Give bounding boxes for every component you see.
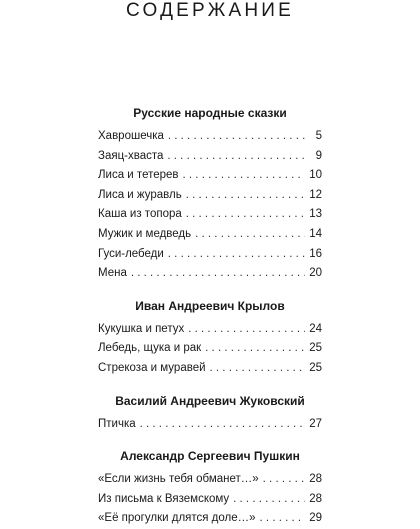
entry-title: Кукушка и петух xyxy=(98,322,185,335)
dot-leader xyxy=(263,470,305,490)
entry-page-number: 14 xyxy=(309,227,322,240)
entry-page-number: 25 xyxy=(309,342,322,355)
toc-entry xyxy=(98,359,322,379)
toc-section-russian-folk-tales xyxy=(98,105,322,298)
entry-page-number: 29 xyxy=(309,512,322,525)
toc-entry xyxy=(98,490,322,510)
entry-title: Мена xyxy=(98,267,127,280)
dot-leader xyxy=(167,147,305,167)
dot-leader xyxy=(140,415,305,435)
page-title: СОДЕРЖАНИЕ xyxy=(126,0,294,21)
entry-page-number: 27 xyxy=(309,417,322,430)
section-title: Василий Андреевич Жуковский xyxy=(115,393,305,408)
entry-title: Птичка xyxy=(98,417,136,430)
entry-page-number: 20 xyxy=(309,267,322,280)
dot-leader xyxy=(131,264,305,284)
toc-entry xyxy=(98,166,322,186)
entry-title: «Если жизнь тебя обманет…» xyxy=(98,473,259,486)
entry-title: Мужик и медведь xyxy=(98,227,192,240)
dot-leader xyxy=(186,186,305,206)
dot-leader xyxy=(260,509,305,529)
entry-page-number: 24 xyxy=(309,322,322,335)
entry-page-number: 12 xyxy=(309,188,322,201)
dot-leader xyxy=(168,245,305,265)
entry-page-number: 13 xyxy=(309,208,322,221)
entry-title: «Её прогулки длятся доле…» xyxy=(98,512,256,525)
entry-page-number: 28 xyxy=(309,473,322,486)
toc-entry xyxy=(98,470,322,490)
toc-entry xyxy=(98,264,322,284)
toc-section-zhukovsky xyxy=(98,393,322,449)
entry-title: Из письма к Вяземскому xyxy=(98,492,230,505)
dot-leader xyxy=(168,127,305,147)
toc-entry xyxy=(98,415,322,435)
toc-entry xyxy=(98,205,322,225)
entry-page-number: 10 xyxy=(309,169,322,182)
toc-entry xyxy=(98,186,322,206)
toc-entry xyxy=(98,320,322,340)
section-title: Русские народные сказки xyxy=(133,106,287,120)
toc-section-krylov xyxy=(98,298,322,393)
toc-entry xyxy=(98,127,322,147)
entry-page-number: 16 xyxy=(309,247,322,260)
dot-leader xyxy=(186,205,305,225)
toc-entry xyxy=(98,147,322,167)
entry-page-number: 5 xyxy=(315,130,322,142)
dot-leader xyxy=(188,320,305,340)
toc-entry xyxy=(98,225,322,245)
section-title: Александр Сергеевич Пушкин xyxy=(120,449,300,464)
table-of-contents xyxy=(98,105,322,529)
entry-title: Гуси-лебеди xyxy=(98,247,164,260)
entry-title: Каша из топора xyxy=(98,208,182,221)
entry-title: Заяц-хваста xyxy=(98,149,164,162)
entry-title: Лиса и тетерев xyxy=(98,169,179,182)
toc-section-pushkin xyxy=(98,448,322,529)
entry-title: Лиса и журавль xyxy=(98,188,182,201)
entry-title: Хаврошечка xyxy=(98,130,164,142)
entry-title: Стрекоза и муравей xyxy=(98,361,206,374)
dot-leader xyxy=(183,166,305,186)
toc-entry xyxy=(98,245,322,265)
dot-leader xyxy=(195,225,305,245)
entry-title: Лебедь, щука и рак xyxy=(98,342,202,355)
section-title: Иван Андреевич Крылов xyxy=(135,298,285,313)
dot-leader xyxy=(233,490,305,510)
entry-page-number: 9 xyxy=(315,149,322,162)
entry-page-number: 28 xyxy=(309,492,322,505)
dot-leader xyxy=(210,359,305,379)
toc-entry xyxy=(98,339,322,359)
dot-leader xyxy=(205,339,305,359)
toc-entry xyxy=(98,509,322,529)
entry-page-number: 25 xyxy=(309,361,322,374)
